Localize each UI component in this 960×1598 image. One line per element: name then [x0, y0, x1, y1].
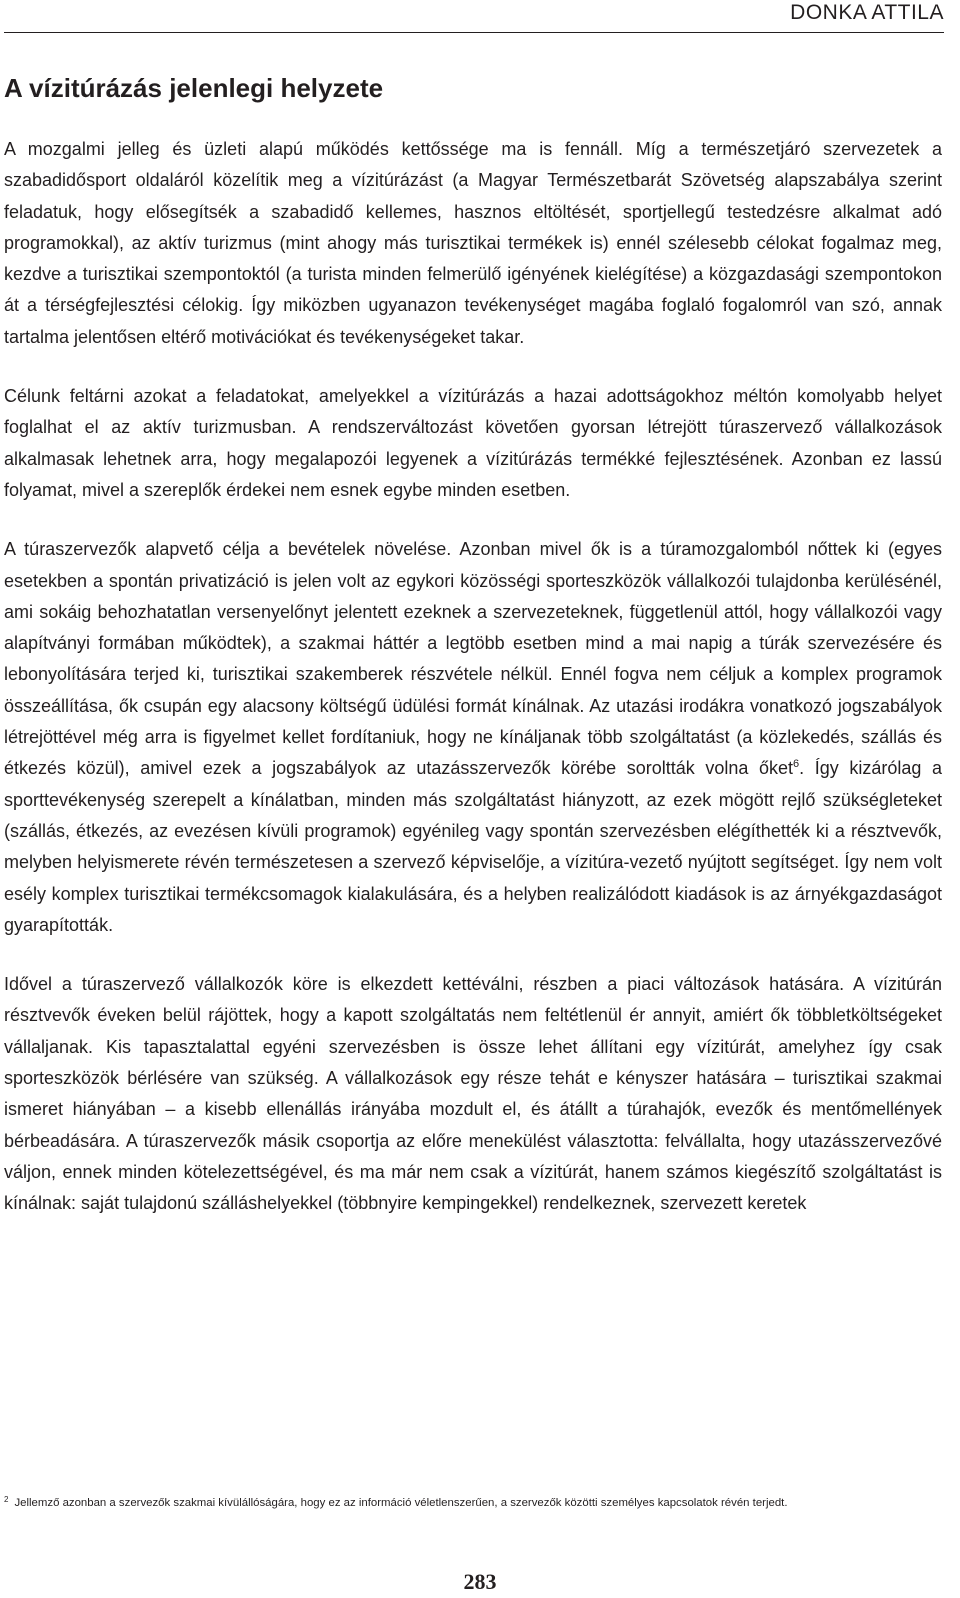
paragraph-3-text-before-note: A túraszervezők alapvető célja a bevételek növelése. Azonban mivel ők is a túramozgalomból nőttek ki (egyes esetekben a spontán privatizáció is jelen volt az egykori közösségi sporteszközök vállalkozói tulajdonba kerülésénél, ami sokáig behozhatatlan versenyelőnyt jelentett ezeknek a szervezeteknek, függetlenül attól, hogy vállalkozói vagy alapítványi formában működtek), a szakmai háttér a legtöbb esetben mind a mai napig a túrák szervezésére és lebonyolítására terjed ki, turisztikai szakemberek részvétele nélkül. Ennél fogva nem céljuk a komplex programok összeállítása, ők csupán egy alacsony költségű üdülési formát kínálnak. Az utazási irodákra vonatkozó jogszabályok létrejöttével még arra is figyelmet kellet fordítaniuk, hogy ne kínáljanak több szolgáltatást (a közlekedés, szállás és étkezés közül), amivel ezek a jogszabályok az utazásszervezők körébe soroltták volna őket: [4, 539, 942, 779]
body-text: [4, 134, 942, 1220]
paragraph-3: [4, 534, 942, 941]
footnote-text: Jellemző azonban a szervezők szakmai kívülállóságára, hogy ez az információ véletlenszerűen, a szervezők közötti személyes kapcsolatok révén terjedt.: [14, 1497, 788, 1509]
running-head-author: DONKA ATTILA: [790, 1, 944, 24]
footnote: [4, 1492, 942, 1511]
paragraph-1: A mozgalmi jelleg és üzleti alapú működés kettőssége ma is fennáll. Míg a természetjáró szervezetek a szabadidősport oldaláról közelítik meg a vízitúrázást (a Magyar Természetbarát Szövetség alapszabálya szerint feladatuk, hogy elősegítsék a szabadidő kellemes, hasznos eltöltését, sportjellegű testedzésre alkalmat adó programokkal), az aktív turizmus (mint ahogy más turisztikai termékek is) ennél szélesebb célokat fogalmaz meg, kezdve a turisztikai szempontoktól (a turista minden felmerülő igényének kielégítése) a közgazdasági szempontokon át a térségfejlesztési célokig. Így miközben ugyanazon tevékenységet magába foglaló fogalomról van szó, annak tartalma jelentősen eltérő motivációkat és tevékenységeket takar.: [4, 139, 942, 347]
footnote-number: 2: [4, 1495, 9, 1504]
footnote-reference: 6: [793, 758, 800, 771]
paragraph-2: Célunk feltárni azokat a feladatokat, amelyekkel a vízitúrázás a hazai adottságokhoz méltón komolyabb helyet foglalhat el az aktív turizmusban. A rendszerváltozást követően gyorsan létrejött túraszervező vállalkozások alkalmasak lehetnek arra, hogy megalapozói legyenek a vízitúrázás termékké fejlesztésének. Azonban ez lassú folyamat, mivel a szereplők érdekei nem esnek egybe minden esetben.: [4, 386, 942, 500]
page-number: 283: [463, 1569, 497, 1594]
header-rule: [4, 32, 944, 33]
section-title: A vízitúrázás jelenlegi helyzete: [4, 73, 384, 103]
paragraph-4: Idővel a túraszervező vállalkozók köre is elkezdett kettéválni, részben a piaci változások hatására. A vízitúrán résztvevők éveken belül rájöttek, hogy a kapott szolgáltatás nem feltétlenül ér annyit, amiért ők többletköltségeket vállaljanak. Kis tapasztalattal egyéni szervezésben is össze lehet állítani egy vízitúrát, amelyhez így csak sporteszközök bérlésére van szükség. A vállalkozások egy része tehát e kényszer hatására – turisztikai szakmai ismeret hiányában – a kisebb ellenállás irányába mozdult el, és átállt a túrahajók, evezők és mentőmellények bérbeadására. A túraszervezők másik csoportja az előre menekülést választotta: felvállalta, hogy utazásszervezővé váljon, ennek minden kötelezettségével, és ma már nem csak a vízitúrát, hanem számos kiegészítő szolgáltatást is kínálnak: saját tulajdonú szálláshelyekkel (többnyire kempingekkel) rendelkeznek, szervezett keretek: [4, 974, 942, 1214]
paragraph-3-text-after-note: . Így kizárólag a sporttevékenység szerepelt a kínálatban, minden más szolgáltatást hiányzott, az ezek mögött rejlő szükségleteket (szállás, étkezés, az evezésen kívüli programok) egyénileg vagy spontán szervezésben elégíthették ki a résztvevők, melyben helyismerete révén természetesen a szervező képviselője, a vízitúra-vezető nyújtott segítséget. Így nem volt esély komplex turisztikai termékcsomagok kialakulására, és a helyben realizálódott kiadások is az árnyékgazdaságot gyarapították.: [4, 758, 942, 935]
